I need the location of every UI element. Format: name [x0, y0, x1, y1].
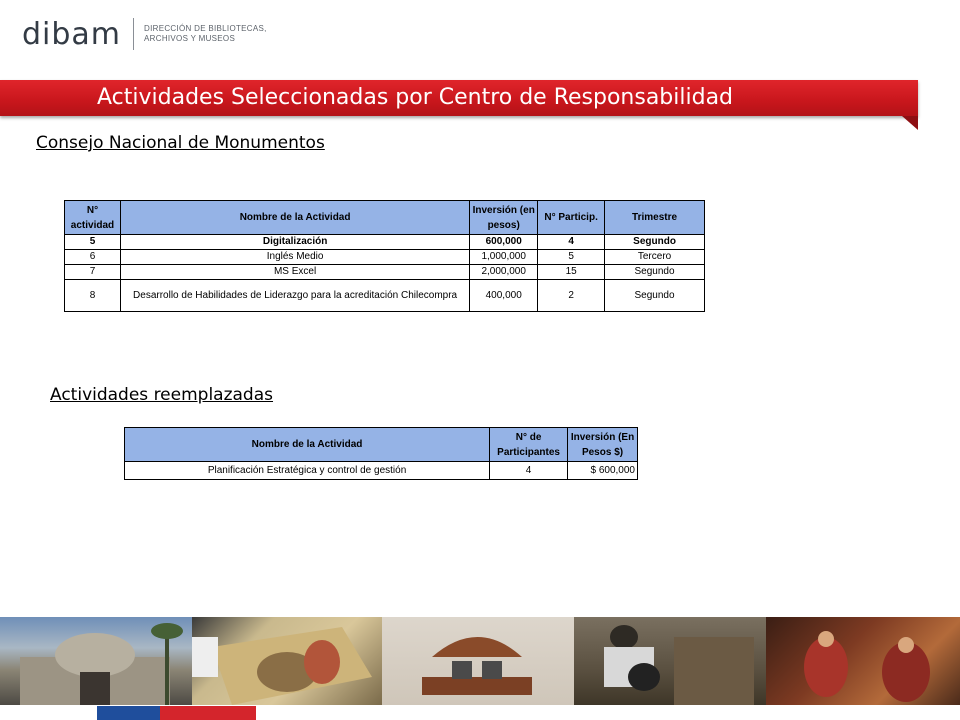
archaeology-icon	[574, 617, 766, 705]
col-header-trimestre: Trimestre	[605, 201, 705, 235]
cell-nombre: Digitalización	[120, 235, 469, 250]
table-row	[65, 235, 705, 250]
cell-numero: 8	[65, 280, 121, 312]
cell-numero: 7	[65, 265, 121, 280]
cell-nombre: Desarrollo de Habilidades de Liderazgo para la acreditación Chilecompra	[120, 280, 469, 312]
table-row	[125, 462, 638, 480]
cell-inversion: 2,000,000	[470, 265, 538, 280]
logo-subtitle-line2: ARCHIVOS Y MUSEOS	[144, 34, 236, 43]
table-row	[65, 265, 705, 280]
col-header-inversion: Inversión (En Pesos $)	[568, 428, 638, 462]
cell-particip: 15	[538, 265, 605, 280]
replaced-activities-table	[124, 427, 638, 480]
painting-icon	[766, 617, 960, 705]
cell-numero: 6	[65, 250, 121, 265]
col-header-inversion: Inversión (en pesos)	[470, 201, 538, 235]
cell-trimestre: Segundo	[605, 280, 705, 312]
logo-subtitle	[144, 24, 267, 44]
photo-museum-building	[0, 617, 192, 705]
col-header-nombre: Nombre de la Actividad	[125, 428, 490, 462]
logo-wordmark: dibam	[22, 16, 122, 52]
cell-nombre: MS Excel	[120, 265, 469, 280]
cell-trimestre: Tercero	[605, 250, 705, 265]
cell-inversion: $ 600,000	[568, 462, 638, 480]
photo-strip	[0, 617, 960, 705]
col-header-numero: N° actividad	[65, 201, 121, 235]
photo-colonial-painting	[766, 617, 960, 705]
cell-particip: 5	[538, 250, 605, 265]
logo-separator	[133, 18, 134, 50]
col-header-nombre: Nombre de la Actividad	[120, 201, 469, 235]
photo-illustrated-book	[192, 617, 382, 705]
museum-building-icon	[0, 617, 192, 705]
section-title-reemplazadas: Actividades reemplazadas	[50, 385, 274, 405]
flag-blue-segment	[97, 706, 160, 720]
cell-numero: 5	[65, 235, 121, 250]
logo-subtitle-line1: DIRECCIÓN DE BIBLIOTECAS,	[144, 24, 267, 33]
col-header-participantes: N° de Participantes	[490, 428, 568, 462]
banner-fold	[902, 116, 918, 130]
cell-inversion: 1,000,000	[470, 250, 538, 265]
book-illustration-icon	[192, 617, 382, 705]
activities-table	[64, 200, 705, 312]
table-header-row	[125, 428, 638, 462]
cell-inversion: 600,000	[470, 235, 538, 250]
table-header-row	[65, 201, 705, 235]
cell-trimestre: Segundo	[605, 265, 705, 280]
flag-red-segment	[160, 706, 256, 720]
photo-archaeology-dig	[574, 617, 766, 705]
photo-carved-inkstand	[382, 617, 574, 705]
section-title-consejo: Consejo Nacional de Monumentos	[36, 133, 325, 153]
cell-participantes: 4	[490, 462, 568, 480]
col-header-particip: N° Particip.	[538, 201, 605, 235]
dibam-logo	[22, 14, 267, 54]
cell-particip: 2	[538, 280, 605, 312]
inkstand-icon	[382, 617, 574, 705]
cell-particip: 4	[538, 235, 605, 250]
cell-inversion: 400,000	[470, 280, 538, 312]
cell-nombre: Inglés Medio	[120, 250, 469, 265]
page-title: Actividades Seleccionadas por Centro de Responsabilidad	[97, 85, 734, 110]
cell-trimestre: Segundo	[605, 235, 705, 250]
table-row	[65, 280, 705, 312]
table-row	[65, 250, 705, 265]
cell-nombre: Planificación Estratégica y control de gestión	[125, 462, 490, 480]
